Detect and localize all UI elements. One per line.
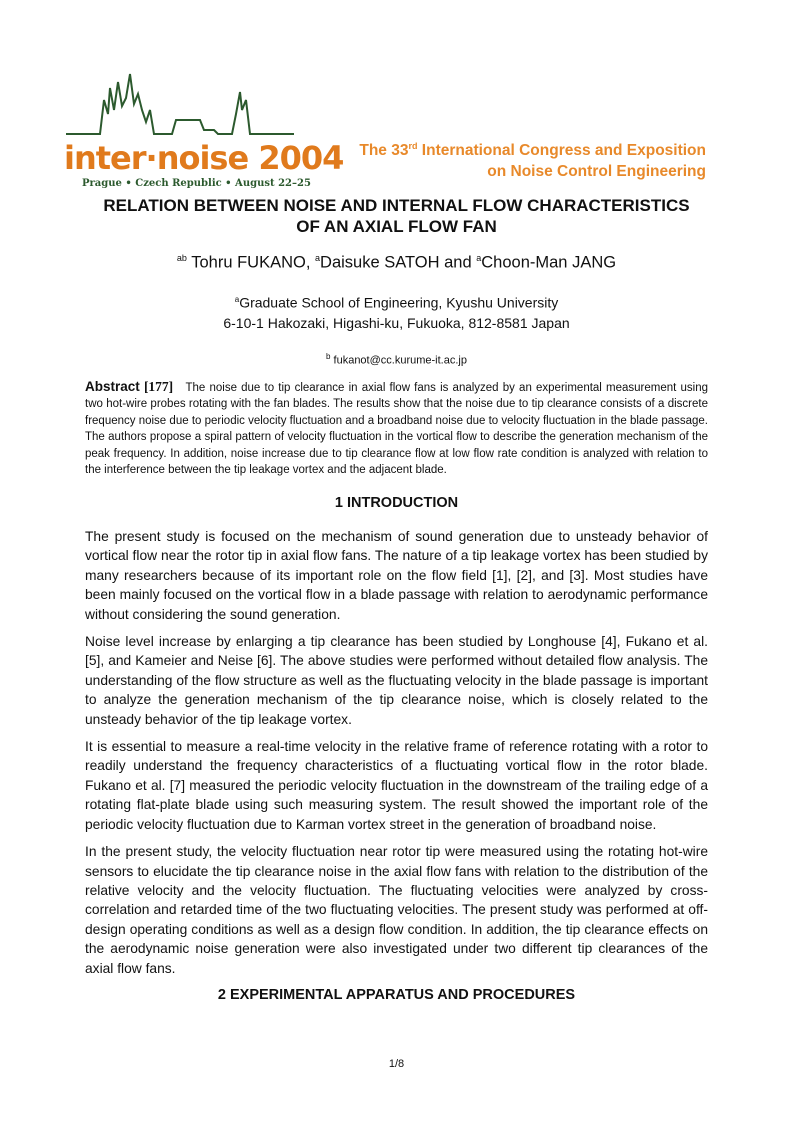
section-heading-apparatus: 2 EXPERIMENTAL APPARATUS AND PROCEDURES: [217, 987, 576, 1003]
paragraph: In the present study, the velocity fluctuation near rotor tip were measured using the rotating hot-wire sensors to elucidate the tip clearance noise in the axial flow fans with relation to the distribution of the relative velocity and the velocity fluctuation. The fluctuating velocities were analyzed by cross-correlation and retarded time of the two fluctuating velocities. The present study was performed at off-design operating conditions as well as a design flow condition. In addition, the tip clearance effects on the aerodynamic noise generation were also investigated under two different tip clearances of the axial flow fans.: [85, 844, 708, 976]
email-line: $^b$ fukanot@cc.kurume-it.ac.jp: [326, 352, 467, 367]
paragraph: The present study is focused on the mechanism of sound generation due to unsteady behavior of vortical flow near the rotor tip in axial flow fans. The nature of a tip leakage vortex has been studied by many researchers because of its important role on the flow field [1], [2], and [3]. Most studies have been mainly focused on the vortical flow in a blade passage with relation to aerodynamic performance without considering the sound generation.: [85, 529, 708, 622]
congress-line2: on Noise Control Engineering: [487, 163, 706, 181]
logo-tagline: Prague • Czech Republic • August 22–25: [82, 178, 311, 189]
abstract-text: The noise due to tip clearance in axial flow fans is analyzed by an experimental measurement using two hot-wire probes rotating with the fan blades. The results show that the noise due to tip clearance consists of a discrete frequency noise due to periodic velocity fluctuation and a broadband noise due to velocity fluctuation in the blade passage. The authors propose a spiral pattern of velocity fluctuation in the vortical flow to describe the generation mechanism of the peak frequency. In addition, noise increase due to tip clearance flow at low flow rate condition is analyzed with relation to the interference between the tip leakage vortex and the adjacent blade.: [85, 382, 708, 477]
paragraph: It is essential to measure a real-time velocity in the relative frame of reference rotating with a rotor to readily understand the frequency characteristics of a fluctuating vortical flow in the rotor blade. Fukano et al. [7] measured the periodic velocity fluctuation in the downstream of the trailing edge of a rotating flat-plate blade using such measuring system. The result showed the important role of the periodic velocity fluctuation due to Karman vortex street in the generation of broadband noise.: [85, 739, 708, 832]
congress-heading: [359, 136, 706, 182]
paragraph: Noise level increase by enlarging a tip clearance has been studied by Longhouse [4], Fukano et al. [5], and Kameier and Neise [6]. The above studies were performed without detailed flow analysis. The understanding of the flow structure as well as the fluctuating velocity in the blade passage is important to analyze the generation mechanism of the tip clearance noise, which is closely related to the unsteady behavior of the tip leakage vortex.: [85, 634, 708, 727]
abstract-label: Abstract: [85, 379, 140, 394]
affiliation: $^a$Graduate School of Engineering, Kyushu University 6-10-1 Hakozaki, Higashi-ku, Fukuoka, 812-8581 Japan: [223, 294, 570, 331]
section-heading-introduction: 1 INTRODUCTION: [334, 495, 459, 511]
page-number: 1/8: [388, 1058, 405, 1070]
paper-title: RELATION BETWEEN NOISE AND INTERNAL FLOW CHARACTERISTICS OF AN AXIAL FLOW FAN: [103, 196, 690, 236]
abstract: [85, 379, 708, 478]
logo-wordmark: inter·noise 2004: [64, 139, 344, 177]
introduction-body: [85, 527, 708, 986]
conference-logo: [64, 70, 344, 192]
prague-skyline-icon: [64, 70, 296, 150]
author-list: $^{ab}$ Tohru FUKANO, $^a$Daisuke SATOH and $^a$Choon-Man JANG: [176, 253, 617, 272]
abstract-ref: [177]: [143, 379, 174, 394]
congress-line1: The 33rd International Congress and Exposition: [359, 141, 706, 160]
